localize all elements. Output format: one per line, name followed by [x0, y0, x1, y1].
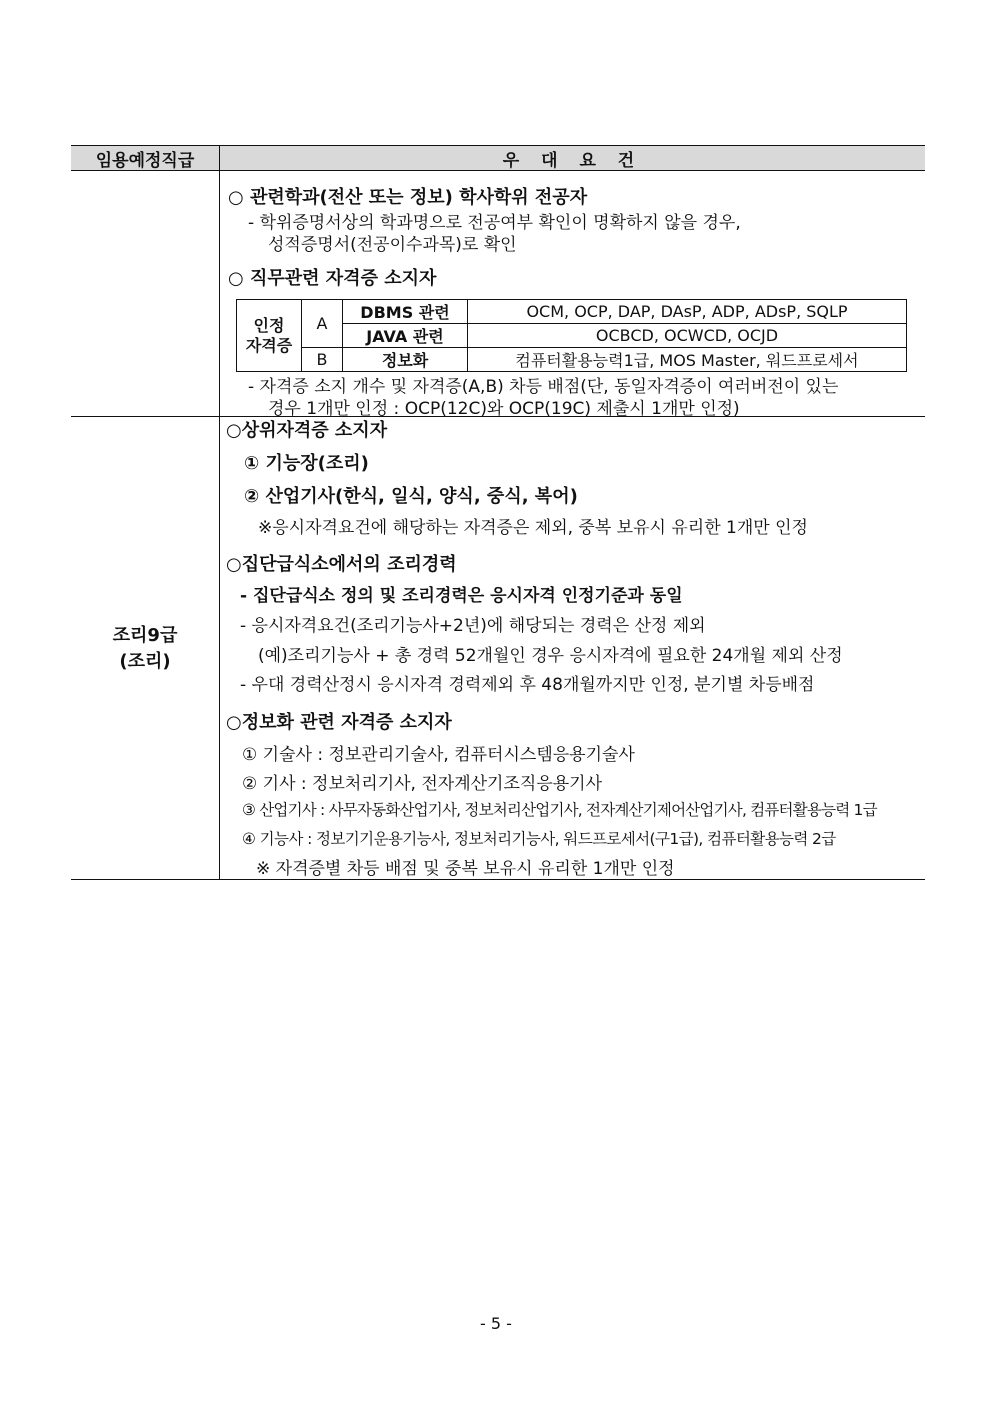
cert-note-line2: 경우 1개만 인정 : OCP(12C)와 OCP(19C) 제출시 1개만 인정) — [268, 399, 740, 419]
cooking-career-item2: - 응시자격요건(조리기능사+2년)에 해당되는 경력은 산정 제외 — [240, 616, 706, 636]
it-cert-item4: ④ 기능사 : 정보기기운용기능사, 정보처리기능사, 워드프로세서(구1급), 컴퓨터활용능력 2급 — [242, 830, 836, 848]
cert-grade: A — [302, 300, 343, 348]
position-line2: (조리) — [119, 651, 171, 672]
preference-requirements-table — [71, 145, 925, 880]
table-header — [71, 146, 925, 171]
table-row — [71, 171, 925, 417]
cert-group-label-2: 자격증 — [245, 335, 293, 355]
it-cert-item1: ① 기술사 : 정보관리기술사, 컴퓨터시스템응용기술사 — [242, 745, 635, 765]
cooking-career-example: (예)조리기능사 + 총 경력 52개월인 경우 응시자격에 필요한 24개월 제외 산정 — [258, 646, 843, 666]
cert-table — [236, 299, 907, 372]
upper-cert-title: ○상위자격증 소지자 — [226, 420, 388, 441]
it-cert-item3: ③ 산업기사 : 사무자동화산업기사, 정보처리산업기사, 전자계산기제어산업기사, 컴퓨터활용능력 1급 — [242, 801, 877, 819]
cooking-career-item1: - 집단급식소 정의 및 조리경력은 응시자격 인정기준과 동일 — [240, 586, 683, 606]
upper-cert-note: ※응시자격요건에 해당하는 자격증은 제외, 중복 보유시 유리한 1개만 인정 — [258, 518, 808, 538]
cert-group-label-1: 인정 — [253, 315, 285, 335]
cert-field: DBMS 관련 — [343, 300, 468, 324]
cert-field: JAVA 관련 — [343, 324, 468, 348]
table-row — [71, 417, 925, 879]
upper-cert-item2: ② 산업기사(한식, 일식, 양식, 중식, 복어) — [244, 486, 578, 507]
cooking-career-title: ○집단급식소에서의 조리경력 — [226, 554, 457, 575]
page-number: - 5 - — [480, 1314, 512, 1333]
cert-list: 컴퓨터활용능력1급, MOS Master, 워드프로세서 — [468, 348, 907, 372]
cert-list: OCM, OCP, DAP, DAsP, ADP, ADsP, SQLP — [468, 300, 907, 324]
it-cert-note: ※ 자격증별 차등 배점 및 중복 보유시 유리한 1개만 인정 — [256, 859, 675, 879]
table-row — [237, 348, 907, 372]
cert-list: OCBCD, OCWCD, OCJD — [468, 324, 907, 348]
header-requirements: 우 대 요 건 — [502, 150, 643, 171]
header-position: 임용예정직급 — [71, 146, 220, 170]
position-cell-empty — [71, 171, 220, 416]
major-requirement-title: ○ 관련학과(전산 또는 정보) 학사학위 전공자 — [228, 187, 588, 208]
position-line1: 조리9급 — [112, 625, 178, 646]
cooking-career-item4: - 우대 경력산정시 응시자격 경력제외 후 48개월까지만 인정, 분기별 차등배점 — [240, 675, 815, 695]
upper-cert-item1: ① 기능장(조리) — [244, 453, 369, 474]
position-cell — [71, 417, 220, 879]
requirements-cell — [220, 171, 925, 419]
cert-requirement-title: ○ 직무관련 자격증 소지자 — [228, 268, 437, 289]
table-row — [237, 300, 907, 324]
cert-grade: B — [302, 348, 343, 372]
major-note-line2: 성적증명서(전공이수과목)로 확인 — [268, 235, 517, 255]
cert-group-label — [237, 300, 302, 372]
cert-field: 정보화 — [343, 348, 468, 372]
requirements-cell — [220, 417, 925, 879]
cert-note-line1: - 자격증 소지 개수 및 자격증(A,B) 차등 배점(단, 동일자격증이 여러버전이 있는 — [248, 377, 839, 397]
position-title — [71, 623, 219, 675]
it-cert-item2: ② 기사 : 정보처리기사, 전자계산기조직응용기사 — [242, 774, 603, 794]
it-cert-title: ○정보화 관련 자격증 소지자 — [226, 712, 452, 733]
major-note-line1: - 학위증명서상의 학과명으로 전공여부 확인이 명확하지 않을 경우, — [248, 213, 741, 233]
